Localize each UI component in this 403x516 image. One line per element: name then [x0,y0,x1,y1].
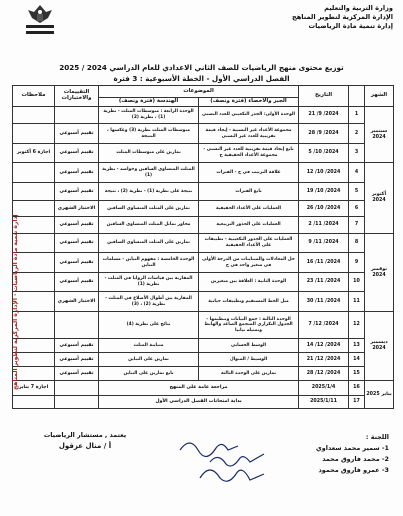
assessment-cell: تقييم أسبوعي [55,124,99,144]
month-cell: يناير 2025 [365,381,394,409]
date-cell: 2024/ 10/ 19 [299,183,349,201]
document-subtitle: الفصل الدراسي الأول - الخطة الأسبوعية : 3 فترة [113,74,290,83]
table-row [13,339,394,353]
ministry-name: وزارة التربية والتعليم [324,4,393,12]
header-notes: ملاحظات [13,86,55,107]
note-cell: اجازة 7 يناير [13,381,55,396]
committee-signatures [170,430,290,500]
week-cell: 11 [349,292,365,312]
month-cell: ديسمبر 2024 [365,312,394,381]
table-row [13,217,394,234]
table-row [13,273,394,292]
assessment-cell: تقييم أسبوعي [55,339,99,353]
table-body [13,107,394,409]
week-cell: 3 [349,144,365,163]
week-cell: 2 [349,124,365,144]
header-assessment: التقييمات والاختبارات [55,86,99,107]
week-cell: 10 [349,273,365,292]
week-cell: 8 [349,234,365,253]
approval-label: يعتمد , مستشار الرياضيات [43,431,127,439]
table-row [13,367,394,381]
header-algebra: الجبر والاحصاء (فترة ونصف) [199,98,299,107]
note-cell [13,396,55,409]
week-cell: 15 [349,367,365,381]
ministry-logo-icon [22,3,58,37]
assessment-cell: تقييم أسبوعي [55,273,99,292]
topic-cell: مراجعة عامة على المنهج [99,381,299,396]
date-cell: 2024/ 11/ 30 [299,292,349,312]
stamp: إدارة تنمية مادة الرياضيات - الإدارة المركزية لتطوير المناهج [12,214,19,390]
date-cell: 2024/ 11/ 9 [299,234,349,253]
assessment-cell: تقييم أسبوعي [55,217,99,234]
assessment-cell: تقييم أسبوعي [55,234,99,253]
table-row [13,124,394,144]
header-geometry: الهندسة (فترة ونصف) [99,98,199,107]
table-row [13,201,394,217]
curriculum-table [12,85,394,409]
topic-cell: بداية امتحانات الفصل الدراسي الأول [99,396,299,409]
committee-member: 2- محمد فاروق محمد [322,455,389,463]
algebra-cell: العمليات على الجذور التربيعية [199,217,299,234]
week-cell: 5 [349,183,365,201]
assessment-cell: تقييم أسبوعي [55,144,99,163]
assessment-cell: تقييم أسبوعي [55,253,99,273]
date-cell: 2024/ 12/ 21 [299,353,349,367]
department-name: الإدارة المركزية لتطوير المناهج [291,13,393,21]
geometry-cell: الوحدة الرابعة : متوسطات المثلث - نظرية (1) ، نظرية (2) [99,107,199,124]
date-cell: 2024/ 12/ 28 [299,367,349,381]
geometry-cell: تمارين على التباين [99,353,199,367]
date-cell: 2024/ 10/ 26 [299,201,349,217]
date-cell: 2024/ 10/ 12 [299,163,349,183]
note-cell [13,183,55,201]
week-cell: 9 [349,253,365,273]
assessment-cell: تقييم أسبوعي [55,163,99,183]
date-cell: 2024/ 11/ 16 [299,253,349,273]
week-cell: 13 [349,339,365,353]
table-row [13,163,394,183]
week-cell: 4 [349,163,365,183]
algebra-cell: العمليات على الأعداد الحقيقية [199,201,299,217]
note-cell [13,163,55,183]
table-row [13,312,394,339]
committee-member: 3- عمرو فاروق محمود [318,466,389,474]
assessment-cell [55,107,99,124]
date-cell: 2025/1/11 [299,396,349,409]
week-cell: 14 [349,353,365,367]
geometry-cell: المقارنة بين أطوال الأضلاع في المثلث - نظرية (2) ، (3) [99,292,199,312]
geometry-cell: نتيجة على نظرية (1) - نظرية (2) ، نتيجة [99,183,199,201]
algebra-cell: الوحدة الأولى: الجذر التكعيبي للعدد النسبي [199,107,299,124]
algebra-cell: علاقة الترتيب في ح - الفترات [199,163,299,183]
algebra-cell: حل المعادلات والمتباينات من الدرجة الأولى في متغير واحد في ح [199,253,299,273]
assessment-cell [55,381,99,396]
note-cell [13,107,55,124]
algebra-cell: تمارين على الوحدة الثالثة [199,367,299,381]
geometry-cell: متباينة المثلث [99,339,199,353]
header-topics: الموضوعات [99,86,299,98]
approval-name: أ / منال عزقول [58,442,112,450]
week-cell: 16 [349,381,365,396]
table-row [13,107,394,124]
table-row [13,144,394,163]
table-row [13,234,394,253]
date-cell: 2024/ 9/ 28 [299,124,349,144]
date-cell: 2024/ 10/ 5 [299,144,349,163]
assessment-cell: الاختبار الشهري [55,292,99,312]
approval-block [30,430,140,452]
month-cell: أكتوبر 2024 [365,163,394,234]
date-cell: 2024/ 9/ 21 [299,107,349,124]
algebra-cell: الوسيط / المنوال [199,353,299,367]
assessment-cell: تقييم أسبوعي [55,367,99,381]
date-cell: 2024/ 12/ 7 [299,312,349,339]
week-cell: 17 [349,396,365,409]
algebra-cell: ميل الخط المستقيم وتطبيقات حياتية [199,292,299,312]
table-row [13,253,394,273]
algebra-cell: تابع الفترات [199,183,299,201]
geometry-cell: تمارين على المثلث المتساوي الساقين [99,234,199,253]
assessment-cell [55,396,99,409]
header-month: الشهر [365,86,394,107]
geometry-cell: المقارنة بين قياسات الزوايا في المثلث - نظرية (1) [99,273,199,292]
header-date: التاريخ [299,86,349,107]
assessment-cell: تقييم أسبوعي [55,353,99,367]
table-row [13,353,394,367]
committee-heading: اللجنة : [365,433,389,441]
week-cell: 12 [349,312,365,339]
header-block [233,4,393,31]
month-cell: سبتمبر 2024 [365,107,394,163]
algebra-cell: مجموعة الأعداد غير النسبية - إيجاد قيمة تقريبية للعدد غير النسبي [199,124,299,144]
geometry-cell: تابع تمارين على التباين [99,367,199,381]
week-cell: 7 [349,217,365,234]
assessment-cell: تقييم أسبوعي [55,183,99,201]
assessment-cell: الاختبار الشهري [55,201,99,217]
assessment-cell [55,312,99,339]
table-row [13,396,394,409]
week-cell: 1 [349,107,365,124]
algebra-cell: الوسط الحسابي [199,339,299,353]
table-row [13,183,394,201]
algebra-cell: العمليات على الجذور التكعيبية - تطبيقات على الأعداد الحقيقية [199,234,299,253]
month-cell: نوفمبر 2024 [365,234,394,312]
geometry-cell: المثلث المتساوي الساقين وخواصه - نظرية (1) [99,163,199,183]
date-cell: 2024/ 11/ 23 [299,273,349,292]
geometry-cell: تمارين على المثلث المتساوي الساقين [99,201,199,217]
geometry-cell: تمارين على متوسطات المثلث [99,144,199,163]
geometry-cell: متوسطات المثلث نظرية (3) وعكسها ، النتيجة [99,124,199,144]
date-cell: 2025/1/4 [299,381,349,396]
date-cell: 2024/ 11/ 2 [299,217,349,234]
document-title: توزيع محتوى منهج الرياضيات للصف الثاني الاعدادي للعام الدراسي 2024 / 2025 [59,63,344,72]
table-row [13,381,394,396]
algebra-cell: الوحدة الثانية : العلاقة بين متغيرين [199,273,299,292]
date-cell: 2024/ 12/ 14 [299,339,349,353]
geometry-cell: محاور تماثل المثلث المتساوي الساقين [99,217,199,234]
unit-name: إدارة تنمية مادة الرياضيات [308,22,393,30]
committee-member: 1- سمير محمد سعداوي [315,444,389,452]
note-cell: اجازة 6 أكتوبر [13,144,55,163]
algebra-cell: تابع إيجاد قيمة تقريبية للعدد غير النسبي - مجموعة الأعداد الحقيقية ح [199,144,299,163]
algebra-cell: الوحدة الثالثة : جمع البيانات وتنظيمها - الجدول التكراري المتجمع الصاعد والهابط وتمثيله بيانيا [199,312,299,339]
week-cell: 6 [349,201,365,217]
note-cell [13,124,55,144]
header-week [349,86,365,107]
geometry-cell: نتائج على نظرية (4) [99,312,199,339]
geometry-cell: الوحدة الخامسة : مفهوم التباين - مسلمات التباين [99,253,199,273]
table-row [13,292,394,312]
